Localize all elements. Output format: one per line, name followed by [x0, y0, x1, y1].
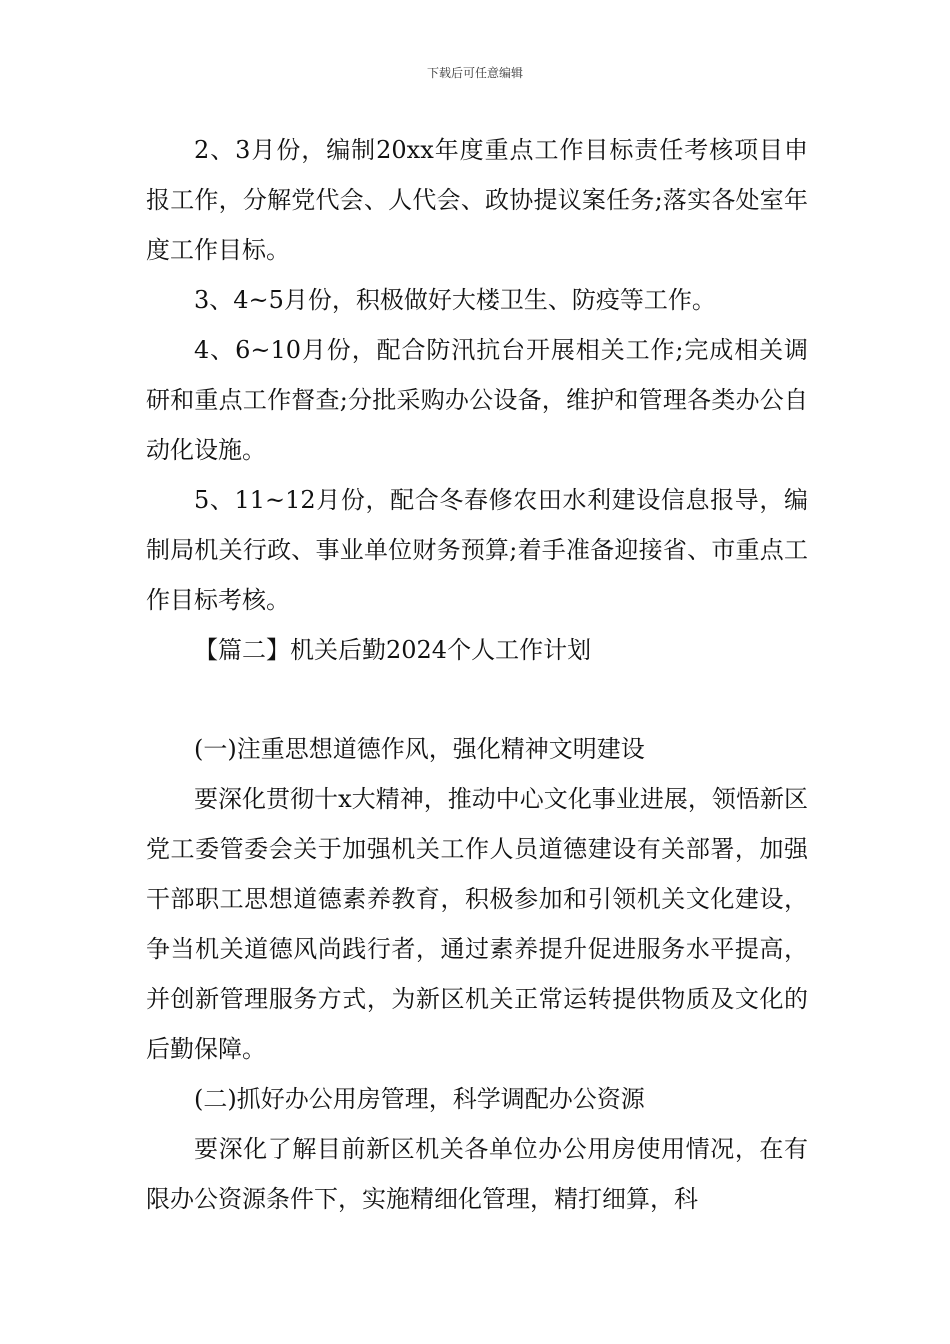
document-body — [146, 125, 808, 1224]
paragraph-item-5: 5、11~12月份，配合冬春修农田水利建设信息报导，编制局机关行政、事业单位财务预算;着手准备迎接省、市重点工作目标考核。 — [146, 486, 808, 614]
paragraph-body-one: 要深化贯彻十x大精神，推动中心文化事业进展，领悟新区党工委管委会关于加强机关工作人员道德建设有关部署，加强干部职工思想道德素养教育，积极参加和引领机关文化建设，争当机关道德风尚践行者，通过素养提升促进服务水平提高，并创新管理服务方式，为新区机关正常运转提供物质及文化的后勤保障。 — [146, 785, 808, 1063]
paragraph-body-two: 要深化了解目前新区机关各单位办公用房使用情况，在有限办公资源条件下，实施精细化管理，精打细算，科 — [146, 1135, 808, 1213]
subheading-two: (二)抓好办公用房管理，科学调配办公资源 — [194, 1085, 645, 1113]
page-header: 下载后可任意编辑 — [426, 66, 523, 80]
paragraph-item-4: 4、6~10月份，配合防汛抗台开展相关工作;完成相关调研和重点工作督查;分批采购办公设备，维护和管理各类办公自动化设施。 — [146, 336, 808, 464]
section-spacer — [146, 675, 808, 724]
section-heading-part-two: 【篇二】机关后勤2024个人工作计划 — [194, 636, 592, 664]
paragraph-item-3: 3、4~5月份，积极做好大楼卫生、防疫等工作。 — [194, 286, 716, 314]
subheading-one: (一)注重思想道德作风，强化精神文明建设 — [194, 735, 645, 763]
paragraph-item-2: 2、3月份，编制20xx年度重点工作目标责任考核项目申报工作，分解党代会、人代会、政协提议案任务;落实各处室年度工作目标。 — [146, 136, 808, 264]
